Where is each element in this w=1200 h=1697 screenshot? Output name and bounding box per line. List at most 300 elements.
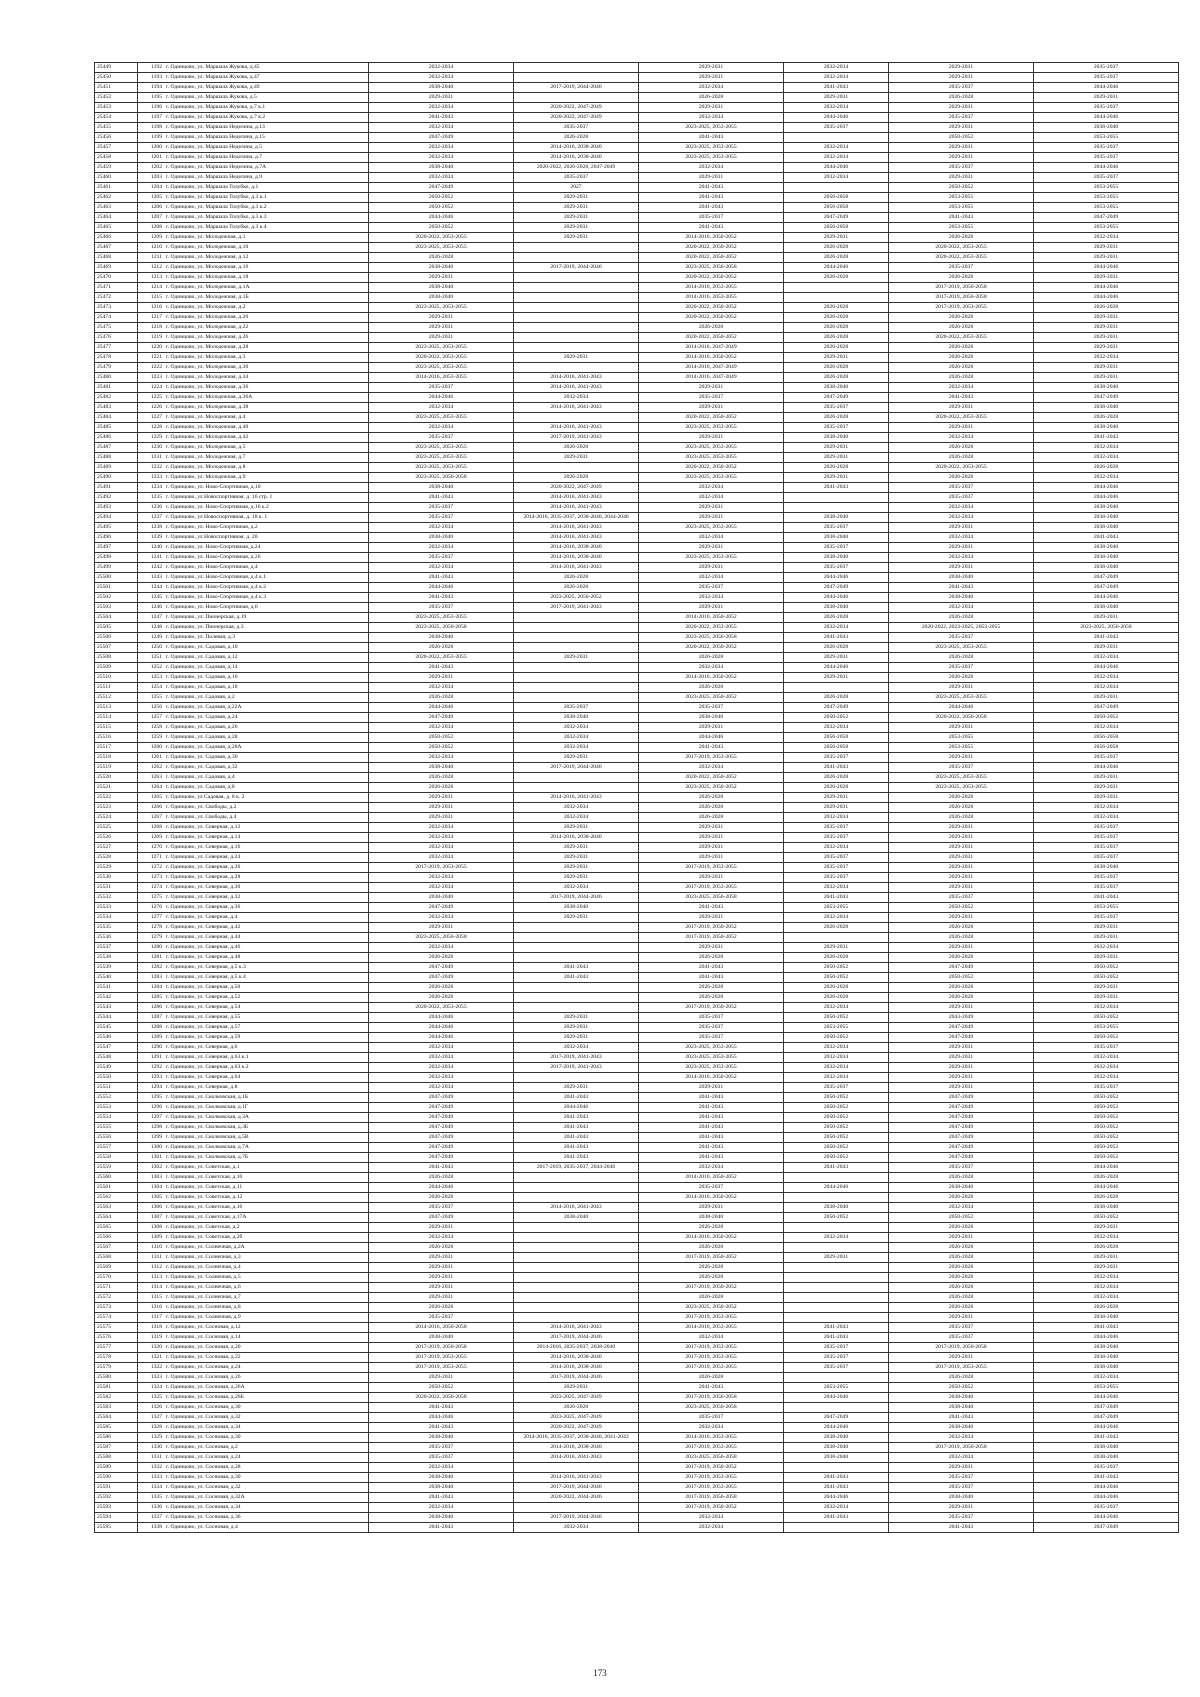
table-row — [95, 973, 1179, 983]
period-1-cell: 2023-2025, 2053-2055 — [369, 443, 514, 453]
period-4-cell — [784, 933, 889, 943]
period-1-cell: 2044-2046 — [369, 583, 514, 593]
table-row — [95, 393, 1179, 403]
period-1-cell: 2032-2034 — [369, 423, 514, 433]
period-2-cell — [514, 1003, 639, 1013]
period-6-cell: 2032-2034 — [1034, 473, 1179, 483]
row-id-cell: 25460 — [95, 173, 138, 183]
period-1-cell: 2050-2052 — [369, 1383, 514, 1393]
period-6-cell: 2026-2028 — [1034, 1243, 1179, 1253]
period-6-cell: 2029-2031 — [1034, 243, 1179, 253]
row-number-cell: 1318 — [138, 1323, 165, 1333]
address-cell: г. Одинцово, ул. Маршала Жукова, д.5 — [164, 93, 369, 103]
period-4-cell: 2053-2055 — [784, 1023, 889, 1033]
period-1-cell: 2032-2034 — [369, 173, 514, 183]
period-5-cell: 2026-2028 — [889, 1243, 1034, 1253]
period-6-cell: 2032-2034 — [1034, 673, 1179, 683]
period-5-cell: 2029-2031 — [889, 883, 1034, 893]
row-number-cell: 1222 — [138, 363, 165, 373]
row-id-cell: 25501 — [95, 583, 138, 593]
address-cell: г. Одинцово, ул. Садовая, д.28 — [164, 733, 369, 743]
period-5-cell: 2032-2034 — [889, 1203, 1034, 1213]
period-3-cell: 2014-2016, 2053-2055 — [639, 1323, 784, 1333]
period-2-cell: 2029-2031 — [514, 453, 639, 463]
period-5-cell: 2026-2028 — [889, 813, 1034, 823]
period-4-cell: 2035-2037 — [784, 423, 889, 433]
period-1-cell: 2047-2049 — [369, 973, 514, 983]
period-2-cell: 2029-2031 — [514, 233, 639, 243]
period-6-cell: 2044-2046 — [1034, 1483, 1179, 1493]
period-2-cell: 2014-2016, 2041-2043 — [514, 533, 639, 543]
address-cell: г. Одинцово, ул. Молодежная, д.26 — [164, 333, 369, 343]
row-id-cell: 25558 — [95, 1153, 138, 1163]
period-5-cell: 2026-2028 — [889, 1223, 1034, 1233]
period-5-cell: 2029-2031 — [889, 403, 1034, 413]
period-5-cell: 2026-2028 — [889, 803, 1034, 813]
period-4-cell — [784, 493, 889, 503]
period-1-cell: 2023-2025, 2053-2055 — [369, 343, 514, 353]
period-6-cell: 2047-2049 — [1034, 703, 1179, 713]
period-4-cell: 2041-2043 — [784, 1323, 889, 1333]
period-4-cell: 2029-2031 — [784, 233, 889, 243]
row-number-cell: 1255 — [138, 693, 165, 703]
period-5-cell: 2026-2028 — [889, 453, 1034, 463]
period-5-cell: 2029-2031 — [889, 563, 1034, 573]
period-6-cell: 2044-2046 — [1034, 493, 1179, 503]
period-2-cell: 2041-2043 — [514, 1153, 639, 1163]
row-id-cell: 25504 — [95, 613, 138, 623]
period-1-cell: 2032-2034 — [369, 403, 514, 413]
period-4-cell: 2032-2034 — [784, 153, 889, 163]
period-6-cell: 2050-2052 — [1034, 1093, 1179, 1103]
period-4-cell: 2035-2037 — [784, 753, 889, 763]
row-id-cell: 25461 — [95, 183, 138, 193]
row-number-cell: 1201 — [138, 153, 165, 163]
table-row — [95, 1153, 1179, 1163]
table-row — [95, 713, 1179, 723]
address-cell: г. Одинцово, ул. Ново-Спортивная, д.4 — [164, 563, 369, 573]
period-2-cell: 2029-2031 — [514, 653, 639, 663]
table-row — [95, 1383, 1179, 1393]
period-2-cell: 2014-2016, 2038-2040 — [514, 1353, 639, 1363]
period-5-cell: 2035-2037 — [889, 113, 1034, 123]
period-6-cell: 2038-2040 — [1034, 603, 1179, 613]
period-6-cell: 2053-2055 — [1034, 183, 1179, 193]
address-cell: г. Одинцово, ул. Северная, д.5 к.3 — [164, 963, 369, 973]
table-row — [95, 1013, 1179, 1023]
period-3-cell: 2035-2037 — [639, 1013, 784, 1023]
period-6-cell: 2035-2037 — [1034, 913, 1179, 923]
period-1-cell: 2038-2040 — [369, 483, 514, 493]
row-id-cell: 25529 — [95, 863, 138, 873]
period-5-cell: 2020-2022, 2056-2058 — [889, 713, 1034, 723]
period-4-cell: 2032-2034 — [784, 1053, 889, 1063]
address-cell: г. Одинцово, ул. Молодежная, д.38 — [164, 403, 369, 413]
period-2-cell — [514, 623, 639, 633]
period-4-cell — [784, 1523, 889, 1533]
period-5-cell: 2050-2052 — [889, 1213, 1034, 1223]
period-6-cell: 2053-2055 — [1034, 903, 1179, 913]
address-cell: г. Одинцово, ул. Пионерская, д.3 — [164, 623, 369, 633]
period-6-cell: 2050-2052 — [1034, 973, 1179, 983]
row-number-cell: 1210 — [138, 243, 165, 253]
period-6-cell: 2029-2031 — [1034, 613, 1179, 623]
period-2-cell — [514, 983, 639, 993]
period-5-cell: 2020-2022, 2053-2055 — [889, 243, 1034, 253]
period-5-cell: 2047-2049 — [889, 1113, 1034, 1123]
period-6-cell: 2029-2031 — [1034, 323, 1179, 333]
row-number-cell: 1279 — [138, 933, 165, 943]
period-1-cell: 2035-2037 — [369, 1443, 514, 1453]
period-2-cell: 2041-2043 — [514, 963, 639, 973]
period-2-cell — [514, 993, 639, 1003]
address-cell: г. Одинцово, ул. Солнечная, д.4 — [164, 1263, 369, 1273]
period-4-cell — [784, 1223, 889, 1233]
period-3-cell: 2029-2031 — [639, 73, 784, 83]
period-6-cell: 2038-2040 — [1034, 543, 1179, 553]
row-number-cell: 1320 — [138, 1343, 165, 1353]
row-number-cell: 1205 — [138, 193, 165, 203]
row-id-cell: 25458 — [95, 153, 138, 163]
period-3-cell: 2041-2043 — [639, 1113, 784, 1123]
period-4-cell: 2038-2040 — [784, 1203, 889, 1213]
period-3-cell: 2023-2025, 2050-2052 — [639, 693, 784, 703]
period-1-cell: 2038-2040 — [369, 1513, 514, 1523]
row-number-cell: 1271 — [138, 853, 165, 863]
table-row — [95, 1413, 1179, 1423]
period-1-cell: 2038-2040 — [369, 893, 514, 903]
row-number-cell: 1322 — [138, 1363, 165, 1373]
period-6-cell: 2035-2037 — [1034, 823, 1179, 833]
table-row — [95, 1393, 1179, 1403]
period-3-cell: 2017-2019, 2056-2058 — [639, 1393, 784, 1403]
row-number-cell: 1219 — [138, 333, 165, 343]
period-6-cell: 2044-2046 — [1034, 1423, 1179, 1433]
row-id-cell: 25589 — [95, 1463, 138, 1473]
period-5-cell: 2035-2037 — [889, 1163, 1034, 1173]
table-row — [95, 463, 1179, 473]
period-6-cell: 2038-2040 — [1034, 1313, 1179, 1323]
row-number-cell: 1316 — [138, 1303, 165, 1313]
row-number-cell: 1297 — [138, 1113, 165, 1123]
table-row — [95, 613, 1179, 623]
period-4-cell: 2026-2028 — [784, 273, 889, 283]
register-table-body — [95, 63, 1179, 1533]
period-6-cell: 2032-2034 — [1034, 1003, 1179, 1013]
page-number: 173 — [593, 1668, 607, 1678]
period-3-cell: 2041-2043 — [639, 1103, 784, 1113]
period-1-cell: 2032-2034 — [369, 73, 514, 83]
period-1-cell: 2032-2034 — [369, 833, 514, 843]
period-4-cell: 2056-2058 — [784, 733, 889, 743]
period-2-cell: 2029-2031 — [514, 353, 639, 363]
address-cell: г. Одинцово, ул. Ново-Спортивная, д.4 к.3 — [164, 593, 369, 603]
table-row — [95, 573, 1179, 583]
period-3-cell: 2014-2016, 2050-2052 — [639, 673, 784, 683]
period-4-cell: 2044-2046 — [784, 1183, 889, 1193]
period-1-cell: 2026-2028 — [369, 643, 514, 653]
address-cell: г. Одинцово, ул. Солнечная, д.7 — [164, 1293, 369, 1303]
period-4-cell: 2035-2037 — [784, 523, 889, 533]
row-number-cell: 1244 — [138, 583, 165, 593]
row-id-cell: 25450 — [95, 73, 138, 83]
address-cell: г. Одинцово, ул. Ново-Спортивная, д.24 — [164, 543, 369, 553]
period-3-cell: 2029-2031 — [639, 853, 784, 863]
period-1-cell: 2026-2028 — [369, 1303, 514, 1313]
row-id-cell: 25459 — [95, 163, 138, 173]
row-number-cell: 1248 — [138, 623, 165, 633]
period-6-cell: 2044-2046 — [1034, 483, 1179, 493]
period-6-cell: 2029-2031 — [1034, 993, 1179, 1003]
period-4-cell: 2041-2043 — [784, 1333, 889, 1343]
period-6-cell: 2026-2028 — [1034, 463, 1179, 473]
table-row — [95, 1073, 1179, 1083]
period-6-cell: 2044-2046 — [1034, 263, 1179, 273]
table-row — [95, 403, 1179, 413]
row-number-cell: 1292 — [138, 1063, 165, 1073]
period-2-cell: 2029-2031 — [514, 853, 639, 863]
period-2-cell: 2017-2019, 2044-2046 — [514, 263, 639, 273]
period-1-cell: 2038-2040 — [369, 163, 514, 173]
period-5-cell: 2032-2034 — [889, 533, 1034, 543]
address-cell: г. Одинцово, ул. Солнечная, д.6 — [164, 1283, 369, 1293]
table-row — [95, 193, 1179, 203]
period-5-cell: 2023-2025, 2053-2055 — [889, 693, 1034, 703]
address-cell: г. Одинцово, ул. Сосновая, д.28 — [164, 1463, 369, 1473]
period-6-cell: 2032-2034 — [1034, 1293, 1179, 1303]
row-id-cell: 25477 — [95, 343, 138, 353]
row-id-cell: 25555 — [95, 1123, 138, 1133]
period-1-cell: 2029-2031 — [369, 1293, 514, 1303]
period-1-cell: 2014-2016, 2056-2058 — [369, 1323, 514, 1333]
period-3-cell: 2035-2037 — [639, 1183, 784, 1193]
row-id-cell: 25472 — [95, 293, 138, 303]
table-row — [95, 473, 1179, 483]
period-1-cell: 2032-2034 — [369, 1233, 514, 1243]
period-6-cell: 2038-2040 — [1034, 523, 1179, 533]
period-5-cell: 2053-2055 — [889, 743, 1034, 753]
period-2-cell: 2017-2019, 2044-2046 — [514, 763, 639, 773]
row-number-cell: 1287 — [138, 1013, 165, 1023]
address-cell: г. Одинцово, ул. Сосновая, д.24 — [164, 1363, 369, 1373]
period-4-cell: 2029-2031 — [784, 453, 889, 463]
period-3-cell: 2017-2019, 2053-2055 — [639, 753, 784, 763]
address-cell: г. Одинцово, ул. Северная, д.54 — [164, 1003, 369, 1013]
period-3-cell: 2023-2025, 2053-2055 — [639, 423, 784, 433]
period-6-cell: 2044-2046 — [1034, 283, 1179, 293]
row-number-cell: 1212 — [138, 263, 165, 273]
period-6-cell: 2047-2049 — [1034, 1523, 1179, 1533]
row-id-cell: 25561 — [95, 1183, 138, 1193]
period-3-cell: 2017-2019, 2050-2052 — [639, 1003, 784, 1013]
period-5-cell: 2053-2055 — [889, 733, 1034, 743]
period-6-cell: 2032-2034 — [1034, 1053, 1179, 1063]
period-3-cell: 2014-2016, 2050-2052 — [639, 1173, 784, 1183]
period-3-cell: 2032-2034 — [639, 483, 784, 493]
row-number-cell: 1329 — [138, 1433, 165, 1443]
period-5-cell: 2029-2031 — [889, 423, 1034, 433]
period-4-cell: 2029-2031 — [784, 653, 889, 663]
row-id-cell: 25462 — [95, 193, 138, 203]
table-row — [95, 1273, 1179, 1283]
address-cell: г. Одинцово, ул. Маршала Жукова, д.7 к.2 — [164, 113, 369, 123]
row-id-cell: 25582 — [95, 1393, 138, 1403]
period-2-cell — [514, 1463, 639, 1473]
row-number-cell: 1267 — [138, 813, 165, 823]
period-3-cell: 2017-2019, 2053-2055 — [639, 1443, 784, 1453]
period-4-cell: 2032-2034 — [784, 843, 889, 853]
period-6-cell: 2029-2031 — [1034, 693, 1179, 703]
period-5-cell: 2032-2034 — [889, 503, 1034, 513]
row-id-cell: 25568 — [95, 1253, 138, 1263]
row-number-cell: 1337 — [138, 1513, 165, 1523]
period-3-cell: 2041-2043 — [639, 963, 784, 973]
row-number-cell: 1243 — [138, 573, 165, 583]
address-cell: г. Одинцово, ул Новоспортивная, д. 20 — [164, 533, 369, 543]
period-3-cell: 2014-2016, 2047-2049 — [639, 343, 784, 353]
period-1-cell: 2023-2025, 2053-2055 — [369, 453, 514, 463]
period-6-cell: 2035-2037 — [1034, 873, 1179, 883]
table-row — [95, 1483, 1179, 1493]
period-3-cell: 2017-2019, 2053-2055 — [639, 883, 784, 893]
address-cell: г. Одинцово, ул. Маршала Толубко, д.1 — [164, 183, 369, 193]
period-5-cell: 2047-2049 — [889, 1033, 1034, 1043]
row-id-cell: 25517 — [95, 743, 138, 753]
period-3-cell: 2029-2031 — [639, 913, 784, 923]
period-5-cell: 2053-2055 — [889, 193, 1034, 203]
period-1-cell: 2023-2025, 2053-2055 — [369, 303, 514, 313]
period-5-cell: 2020-2022, 2053-2055 — [889, 413, 1034, 423]
period-1-cell: 2035-2037 — [369, 503, 514, 513]
period-3-cell: 2017-2019, 2050-2052 — [639, 933, 784, 943]
period-2-cell — [514, 1293, 639, 1303]
address-cell: г. Одинцово, ул. Молодежная, д.7 — [164, 453, 369, 463]
row-number-cell: 1242 — [138, 563, 165, 573]
period-3-cell: 2026-2028 — [639, 953, 784, 963]
row-id-cell: 25526 — [95, 833, 138, 843]
period-3-cell: 2032-2034 — [639, 1513, 784, 1523]
table-row — [95, 1313, 1179, 1323]
period-4-cell: 2029-2031 — [784, 803, 889, 813]
table-row — [95, 1023, 1179, 1033]
address-cell: г. Одинцово, ул. Молодежная, д.12 — [164, 253, 369, 263]
period-6-cell: 2035-2037 — [1034, 1503, 1179, 1513]
address-cell: г. Одинцово, ул. Ново-Спортивная, д.26 — [164, 553, 369, 563]
period-4-cell: 2029-2031 — [784, 1253, 889, 1263]
period-4-cell: 2038-2040 — [784, 1433, 889, 1443]
address-cell: г. Одинцово, ул. Молодежная, д.8 — [164, 463, 369, 473]
period-2-cell — [514, 63, 639, 73]
period-3-cell: 2023-2025, 2053-2055 — [639, 1043, 784, 1053]
period-3-cell: 2032-2034 — [639, 1423, 784, 1433]
row-id-cell: 25574 — [95, 1313, 138, 1323]
table-row — [95, 343, 1179, 353]
period-5-cell: 2029-2031 — [889, 1043, 1034, 1053]
period-2-cell: 2026-2028 — [514, 473, 639, 483]
row-number-cell: 1289 — [138, 1033, 165, 1043]
address-cell: г. Одинцово, ул. Садовая, д.10 — [164, 643, 369, 653]
row-number-cell: 1298 — [138, 1123, 165, 1133]
address-cell: г. Одинцово, ул. Сосновая, д.26 — [164, 1373, 369, 1383]
address-cell: г. Одинцово, ул. Ново-Спортивная, д.2 — [164, 523, 369, 533]
table-row — [95, 1053, 1179, 1063]
address-cell: г. Одинцово, ул. Северная, д.36 — [164, 903, 369, 913]
period-1-cell: 2023-2025, 2053-2055 — [369, 463, 514, 473]
period-6-cell: 2038-2040 — [1034, 423, 1179, 433]
table-row — [95, 73, 1179, 83]
period-3-cell: 2038-2040 — [639, 713, 784, 723]
period-5-cell: 2041-2043 — [889, 583, 1034, 593]
period-1-cell: 2050-2052 — [369, 193, 514, 203]
period-1-cell: 2041-2043 — [369, 493, 514, 503]
period-2-cell: 2027 — [514, 183, 639, 193]
period-6-cell: 2050-2052 — [1034, 1153, 1179, 1163]
period-2-cell: 2026-2028 — [514, 573, 639, 583]
period-3-cell: 2020-2022, 2050-2052 — [639, 643, 784, 653]
period-3-cell: 2029-2031 — [639, 403, 784, 413]
period-5-cell: 2026-2028 — [889, 1283, 1034, 1293]
table-row — [95, 443, 1179, 453]
table-row — [95, 223, 1179, 233]
period-5-cell: 2020-2022, 2053-2055 — [889, 253, 1034, 263]
period-3-cell: 2029-2031 — [639, 833, 784, 843]
period-2-cell: 2032-2034 — [514, 1523, 639, 1533]
table-row — [95, 1233, 1179, 1243]
period-4-cell: 2026-2028 — [784, 953, 889, 963]
address-cell: г. Одинцово, ул. Сколковская, д.1Б — [164, 1093, 369, 1103]
row-id-cell: 25463 — [95, 203, 138, 213]
period-2-cell: 2014-2016, 2041-2043 — [514, 373, 639, 383]
row-id-cell: 25473 — [95, 303, 138, 313]
address-cell: г. Одинцово, ул. Северная, д.8 — [164, 1083, 369, 1093]
address-cell: г. Одинцово, ул. Сосновая, д.26Б — [164, 1393, 369, 1403]
period-3-cell: 2014-2016, 2050-2052 — [639, 613, 784, 623]
row-number-cell: 1323 — [138, 1373, 165, 1383]
period-3-cell: 2026-2028 — [639, 1293, 784, 1303]
period-3-cell: 2017-2019, 2056-2058 — [639, 1493, 784, 1503]
period-5-cell: 2026-2028 — [889, 793, 1034, 803]
period-3-cell: 2014-2016, 2050-2052 — [639, 353, 784, 363]
period-3-cell: 2029-2031 — [639, 173, 784, 183]
table-row — [95, 313, 1179, 323]
row-number-cell: 1214 — [138, 283, 165, 293]
address-cell: г. Одинцово, ул. Молодежная, д.36 — [164, 383, 369, 393]
period-5-cell: 2029-2031 — [889, 1073, 1034, 1083]
period-6-cell: 2044-2046 — [1034, 1493, 1179, 1503]
row-id-cell: 25530 — [95, 873, 138, 883]
table-row — [95, 1353, 1179, 1363]
row-number-cell: 1321 — [138, 1353, 165, 1363]
period-2-cell: 2014-2016, 2035-2037, 2038-2040 — [514, 1343, 639, 1353]
period-5-cell: 2032-2034 — [889, 603, 1034, 613]
period-4-cell: 2035-2037 — [784, 543, 889, 553]
address-cell: г. Одинцово, ул. Северная, д.12 — [164, 823, 369, 833]
period-6-cell: 2032-2034 — [1034, 1063, 1179, 1073]
period-2-cell — [514, 673, 639, 683]
period-1-cell: 2032-2034 — [369, 563, 514, 573]
row-number-cell: 1319 — [138, 1333, 165, 1343]
row-number-cell: 1334 — [138, 1483, 165, 1493]
table-row — [95, 1333, 1179, 1343]
row-id-cell: 25553 — [95, 1103, 138, 1113]
address-cell: г. Одинцово, ул. Маршала Жукова, д.7 к.1 — [164, 103, 369, 113]
period-2-cell: 2029-2031 — [514, 213, 639, 223]
period-3-cell: 2029-2031 — [639, 723, 784, 733]
period-3-cell: 2023-2025, 2056-2058 — [639, 263, 784, 273]
period-6-cell: 2026-2028 — [1034, 413, 1179, 423]
table-row — [95, 1443, 1179, 1453]
period-6-cell: 2032-2034 — [1034, 453, 1179, 463]
